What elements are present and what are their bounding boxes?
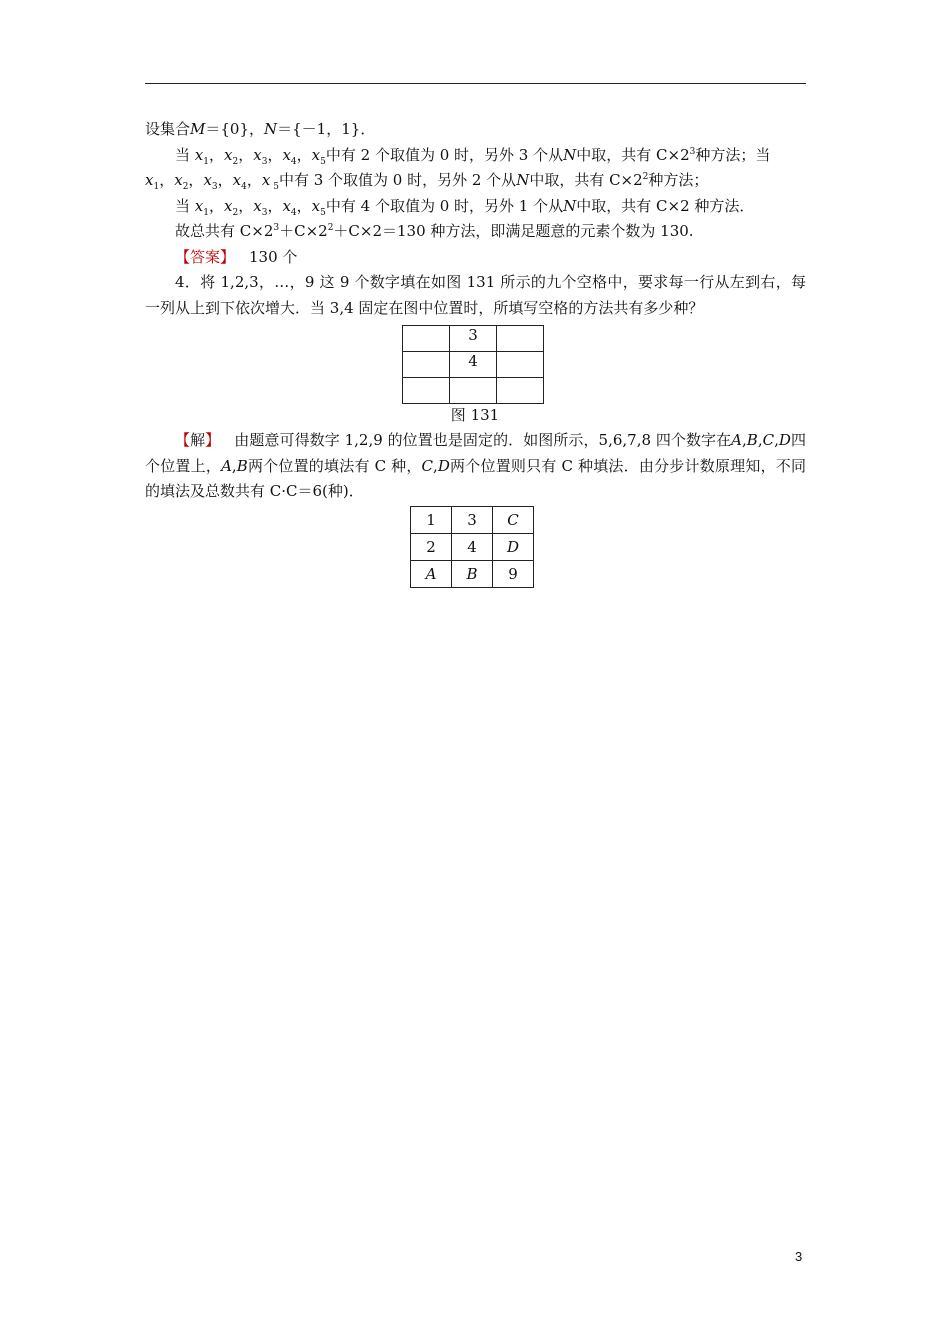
line-case-two-zeros: 当 $x_1$，$x_2$，$x_3$，$x_4$，$x_5$中有 2 个取值为 0 时，另外 3 个从N中取，共有 $C\times 2^3$种方法；当 (175, 145, 771, 167)
line-case-three-zeros: $x_1$，$x_2$，$x_3$，$x_4$，x $_5$中有 3 个取值为 0 时，另外 2 个从N中取，共有 $C\times 2^2$种方法； (145, 171, 709, 192)
header-rule (145, 83, 806, 84)
grid-cell: 4 (452, 534, 493, 561)
page-number: 3 (795, 1249, 803, 1264)
grid-cell: 1 (411, 507, 452, 534)
grid-row (411, 534, 534, 561)
line-total: 故总共有 $C\times 2^3+C\times 2^2+C\times 2=130$ 种方法，即满足题意的元素个数为 130. (175, 222, 694, 240)
line-set-definition: 设集合M＝{0}，N＝{－1，1}． (145, 120, 376, 138)
grid-cell: C (493, 507, 534, 534)
grid-cell: 3 (450, 326, 497, 352)
solution-grid-table (410, 506, 534, 588)
grid-cell: 3 (452, 507, 493, 534)
grid-cell: B (452, 561, 493, 588)
grid-cell (450, 378, 497, 404)
grid-cell (497, 378, 544, 404)
grid-cell (497, 326, 544, 352)
solution-grid (410, 506, 534, 588)
grid-cell: D (493, 534, 534, 561)
grid-cell (497, 352, 544, 378)
question-4: 4．将 1,2,3，…，9 这 9 个数字填在如图 131 所示的九个空格中，要求每一行从左到右，每一列从上到下依次增大．当 3,4 固定在图中位置时，所填写空格的方法共有多少种？ (145, 273, 806, 317)
solution-text: 【解】 由题意可得数字 1,2,9 的位置也是固定的．如图所示，5,6,7,8 四个数字在A,B,C,D四个位置上，A,B两个位置的填法有 C 种，C,D两个位置则只有 C 种填法．由分步计数原理知，不同的填法及总数共有 C·C＝6(种)． (145, 431, 807, 500)
grid-row (411, 561, 534, 588)
grid-cell: 2 (411, 534, 452, 561)
document-body (145, 117, 806, 321)
answer-tag: 【答案】 (175, 247, 236, 266)
grid-row (403, 352, 544, 378)
grid-cell: 9 (493, 561, 534, 588)
answer-text: 130 个 (249, 247, 298, 266)
grid-row (403, 326, 544, 352)
figure-131-grid (402, 325, 544, 404)
grid-cell (403, 378, 450, 404)
grid-cell: A (411, 561, 452, 588)
grid-cell (403, 326, 450, 352)
figure-caption: 图 131 (450, 406, 500, 424)
grid-cell (403, 352, 450, 378)
line-case-four-zeros: 当 $x_1$，$x_2$，$x_3$，$x_4$，$x_5$中有 4 个取值为 0 时，另外 1 个从N中取，共有 C×2 种方法． (175, 196, 755, 218)
solution-block (145, 428, 806, 505)
grid-cell: 4 (450, 352, 497, 378)
grid-table (402, 325, 544, 404)
grid-row (411, 507, 534, 534)
grid-row (403, 378, 544, 404)
line-answer (145, 245, 806, 271)
